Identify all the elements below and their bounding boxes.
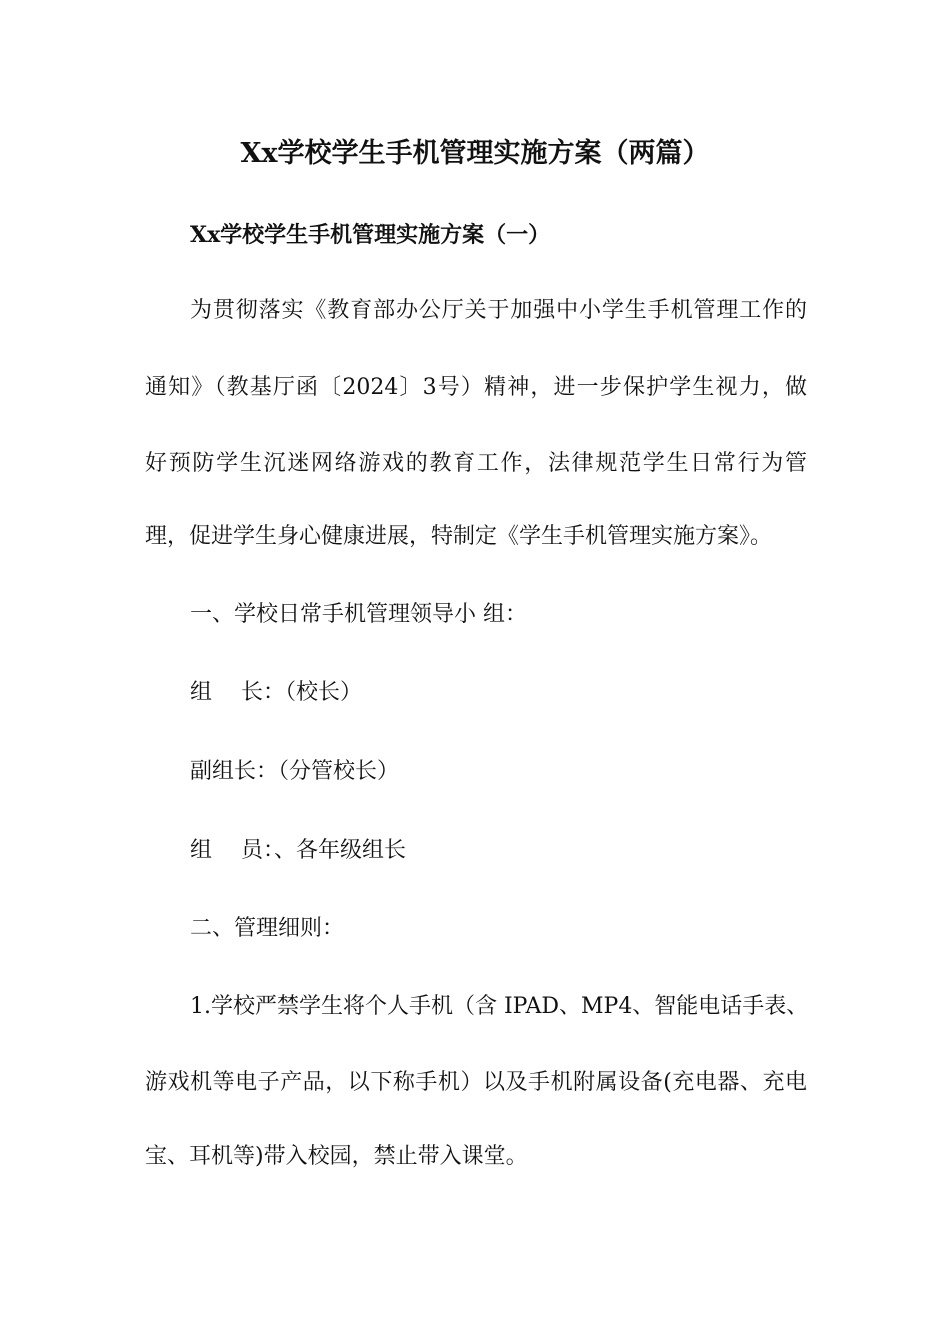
document-subtitle: Xx学校学生手机管理实施方案（一） — [190, 222, 551, 248]
intro-line-1: 为贯彻落实《教育部办公厅关于加强中小学生手机管理工作的 — [190, 298, 807, 323]
intro-line-3: 好预防学生沉迷网络游戏的教育工作，法律规范学生日常行为管 — [145, 451, 807, 476]
document-title: Xx学校学生手机管理实施方案（两篇） — [240, 138, 710, 169]
deputy-leader-line: 副组长：（分管校长） — [190, 759, 400, 784]
group-leader-line: 组 长：（校长） — [190, 680, 362, 705]
section-2-heading: 二、管理细则： — [190, 916, 345, 941]
intro-line-4: 理，促进学生身心健康进展，特制定《学生手机管理实施方案》。 — [145, 524, 773, 549]
section-1-heading: 一、学校日常手机管理领导小 组： — [190, 602, 527, 627]
rule-1-line-2: 游戏机等电子产品，以下称手机）以及手机附属设备(充电器、充电 — [145, 1070, 807, 1095]
rule-1-line-1: 1.学校严禁学生将个人手机（含 IPAD、MP4、智能电话手表、 — [190, 994, 809, 1019]
intro-line-2: 通知》（教基厅函〔2024〕3号）精神，进一步保护学生视力，做 — [145, 375, 807, 400]
group-members-line: 组 员：、各年级组长 — [190, 838, 406, 863]
rule-1-line-3: 宝、耳机等)带入校园，禁止带入课堂。 — [145, 1144, 528, 1169]
